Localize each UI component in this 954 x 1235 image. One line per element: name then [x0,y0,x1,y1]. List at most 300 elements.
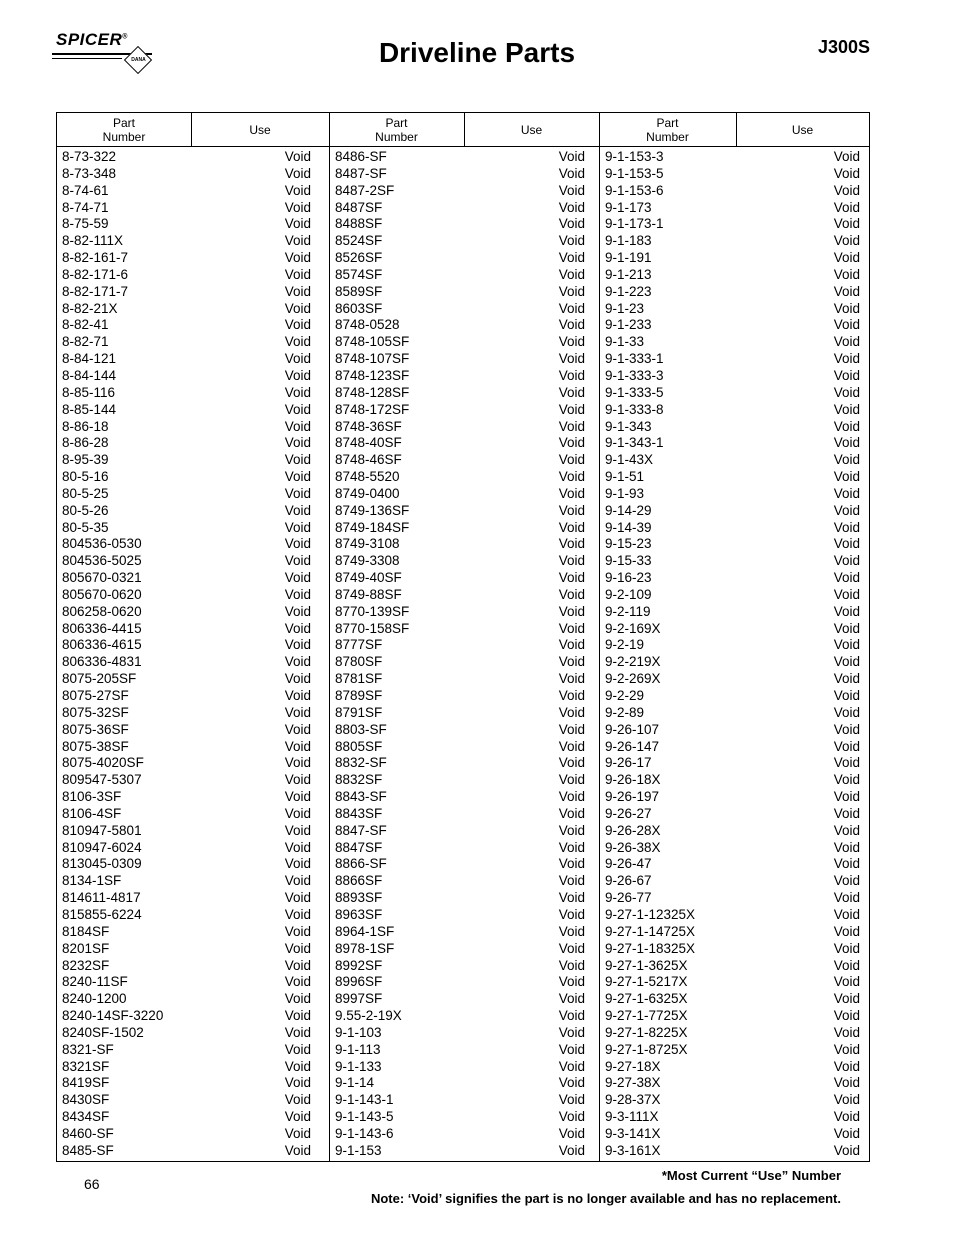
part-number-cell: 9-16-23 [605,570,652,586]
use-cell: Void [833,570,860,586]
table-row [330,1042,593,1059]
part-number-cell: 8748-107SF [335,351,410,367]
use-cell: Void [284,536,311,552]
use-cell: Void [558,637,585,653]
use-cell: Void [833,1142,860,1158]
use-cell: Void [558,923,585,939]
part-number-cell: 9-27-1-18325X [605,940,696,956]
part-number-cell: 8-82-41 [62,317,109,333]
use-cell: Void [284,553,311,569]
use-cell: Void [558,570,585,586]
use-cell: Void [833,873,860,889]
part-number-cell: 8748-36SF [335,418,402,434]
use-cell: Void [833,704,860,720]
part-number-cell: 9-27-18X [605,1058,661,1074]
table-row [57,1143,319,1160]
table-row [600,789,868,806]
part-number-cell: 9-2-19 [605,637,645,653]
part-number-cell: 8749-0400 [335,485,400,501]
table-row [330,941,593,958]
table-row [330,1092,593,1109]
table-row [330,233,593,250]
part-number-cell: 9-2-219X [605,654,661,670]
part-number-cell: 813045-0309 [62,856,142,872]
part-number-cell: 9-1-103 [335,1024,382,1040]
table-row [57,183,319,200]
part-number-cell: 8749-136SF [335,502,410,518]
use-cell: Void [284,1125,311,1141]
table-row [600,385,868,402]
part-number-cell: 9-3-141X [605,1125,661,1141]
part-number-cell: 9-26-38X [605,839,661,855]
use-cell: Void [284,654,311,670]
use-cell: Void [558,1125,585,1141]
part-number-cell: 8997SF [335,991,383,1007]
part-number-cell: 80-5-25 [62,485,109,501]
parts-column-2 [330,149,593,1160]
table-row [57,570,319,587]
table-row [57,452,319,469]
table-row [330,637,593,654]
table-row [600,1008,868,1025]
use-cell: Void [833,940,860,956]
part-number-cell: 8075-38SF [62,738,129,754]
part-number-cell: 9-1-333-1 [605,351,664,367]
part-number-cell: 9-3-111X [605,1109,659,1125]
use-cell: Void [833,250,860,266]
part-number-cell: 8843-SF [335,789,387,805]
table-row [57,1059,319,1076]
table-row [330,1143,593,1160]
use-cell: Void [284,688,311,703]
table-row [600,1075,868,1092]
part-number-cell: 9-2-29 [605,688,645,703]
part-number-cell: 8749-40SF [335,570,402,586]
use-cell: Void [284,637,311,653]
part-number-cell: 8574SF [335,266,383,282]
use-cell: Void [833,553,860,569]
part-number-cell: 8748-128SF [335,384,410,400]
part-number-cell: 8201SF [62,940,110,956]
table-row [600,570,868,587]
table-row [600,671,868,688]
table-row [57,419,319,436]
use-cell: Void [833,1075,860,1091]
table-row [330,671,593,688]
use-cell: Void [284,199,311,215]
part-number-cell: 8075-36SF [62,721,129,737]
table-row [330,890,593,907]
part-number-cell: 8240-1200 [62,991,127,1007]
table-row [57,823,319,840]
part-number-cell: 9-27-1-8225X [605,1024,688,1040]
part-number-cell: 8781SF [335,671,383,687]
part-number-cell: 9-26-197 [605,789,660,805]
part-number-cell: 9-1-51 [605,469,645,485]
part-number-cell: 9-15-23 [605,536,652,552]
table-row [57,1075,319,1092]
use-cell: Void [833,856,860,872]
part-number-cell: 9-1-153-6 [605,182,664,198]
part-number-cell: 9-26-107 [605,721,660,737]
part-number-cell: 9-1-143-1 [335,1092,394,1108]
table-row [600,890,868,907]
use-cell: Void [558,906,585,922]
use-cell: Void [558,1142,585,1158]
use-cell: Void [833,199,860,215]
part-number-cell: 8134-1SF [62,873,122,889]
part-number-cell: 9-1-93 [605,485,645,501]
table-row [57,1025,319,1042]
table-row [600,873,868,890]
part-number-cell: 8-73-322 [62,149,117,164]
use-cell: Void [833,182,860,198]
table-row [57,536,319,553]
part-number-cell: 8748-5520 [335,469,400,485]
table-row [600,974,868,991]
use-cell: Void [558,401,585,417]
table-row [330,486,593,503]
part-number-cell: 9-27-1-3625X [605,957,688,973]
part-number-cell: 9-27-1-7725X [605,1008,688,1024]
part-number-cell: 8-73-348 [62,165,117,181]
table-row [600,419,868,436]
part-number-cell: 9-1-343-1 [605,435,664,451]
table-row [330,1008,593,1025]
part-number-cell: 8803-SF [335,721,387,737]
use-cell: Void [833,418,860,434]
table-row [600,705,868,722]
table-row [57,974,319,991]
table-row [57,301,319,318]
part-number-cell: 8992SF [335,957,383,973]
table-row [57,856,319,873]
table-row [600,637,868,654]
table-row [330,1075,593,1092]
use-cell: Void [833,485,860,501]
use-cell: Void [284,1075,311,1091]
table-row [600,924,868,941]
table-row [57,671,319,688]
use-cell: Void [558,233,585,249]
table-row [330,419,593,436]
part-number-cell: 8832-SF [335,755,387,771]
use-cell: Void [833,351,860,367]
table-row [330,755,593,772]
use-cell: Void [833,890,860,906]
table-row [57,755,319,772]
table-row [57,250,319,267]
table-row [57,435,319,452]
part-number-cell: 810947-5801 [62,822,142,838]
use-cell: Void [558,469,585,485]
use-cell: Void [558,1058,585,1074]
table-row [57,739,319,756]
use-cell: Void [558,654,585,670]
part-number-cell: 9-26-18X [605,772,661,788]
part-number-cell: 805670-0321 [62,570,142,586]
use-cell: Void [284,418,311,434]
part-number-cell: 804536-0530 [62,536,142,552]
use-cell: Void [558,452,585,468]
part-number-cell: 8603SF [335,300,383,316]
part-number-cell: 9-2-119 [605,603,651,619]
part-number-cell: 8075-4020SF [62,755,144,771]
use-cell: Void [558,536,585,552]
part-number-cell: 9-1-143-6 [335,1125,394,1141]
void-note: Note: ‘Void’ signifies the part is no longer available and has no replacement. [370,1191,841,1206]
table-row [600,772,868,789]
table-row [57,503,319,520]
use-cell: Void [558,216,585,232]
part-number-cell: 8-82-171-7 [62,283,129,299]
table-row [600,1025,868,1042]
part-number-cell: 8-95-39 [62,452,109,468]
table-row [57,368,319,385]
table-row [600,587,868,604]
use-cell: Void [558,283,585,299]
parts-table [56,112,870,1162]
use-cell: Void [284,890,311,906]
use-cell: Void [833,149,860,164]
table-row [600,166,868,183]
part-number-cell: 8748-40SF [335,435,402,451]
table-row [330,621,593,638]
table-row [600,267,868,284]
header-divider [464,113,465,147]
use-cell: Void [284,957,311,973]
use-cell: Void [284,570,311,586]
part-number-cell: 9-26-27 [605,805,652,821]
use-cell: Void [558,182,585,198]
part-number-cell: 8485-SF [62,1142,114,1158]
use-cell: Void [558,553,585,569]
table-row [330,402,593,419]
table-row [57,216,319,233]
use-cell: Void [284,671,311,687]
use-cell: Void [558,300,585,316]
use-cell: Void [284,149,311,164]
table-row [330,216,593,233]
use-cell: Void [284,435,311,451]
table-row [330,368,593,385]
table-row [600,907,868,924]
use-cell: Void [284,384,311,400]
part-number-cell: 8526SF [335,250,383,266]
table-row [330,570,593,587]
part-number-cell: 8321-SF [62,1041,114,1057]
part-number-cell: 8240SF-1502 [62,1024,144,1040]
use-cell: Void [833,603,860,619]
page-number: 66 [84,1176,100,1192]
table-row [600,806,868,823]
table-row [330,385,593,402]
part-number-cell: 8232SF [62,957,110,973]
use-cell: Void [284,873,311,889]
use-cell: Void [833,654,860,670]
table-row [600,553,868,570]
part-number-cell: 8847-SF [335,822,387,838]
use-cell: Void [284,721,311,737]
table-row [600,1042,868,1059]
table-row [600,1059,868,1076]
part-number-cell: 9-1-113 [335,1041,381,1057]
use-cell: Void [558,334,585,350]
table-row [330,1025,593,1042]
use-cell: Void [833,637,860,653]
use-cell: Void [558,502,585,518]
use-cell: Void [284,367,311,383]
part-number-cell: 9-14-29 [605,502,652,518]
use-cell: Void [284,856,311,872]
use-cell: Void [558,620,585,636]
use-cell: Void [284,1008,311,1024]
table-row [600,604,868,621]
part-number-cell: 9-1-143-5 [335,1109,394,1125]
part-number-header: Part Number [329,113,464,147]
use-cell: Void [558,485,585,501]
part-number-cell: 8-74-71 [62,199,109,215]
part-number-cell: 9-26-147 [605,738,660,754]
part-number-cell: 8847SF [335,839,383,855]
table-row [330,166,593,183]
table-row [57,637,319,654]
use-cell: Void [833,805,860,821]
part-number-cell: 9-1-333-3 [605,367,664,383]
table-row [600,755,868,772]
use-cell: Void [833,772,860,788]
part-number-cell: 8106-4SF [62,805,122,821]
use-cell: Void [558,250,585,266]
use-cell: Void [833,519,860,535]
part-number-cell: 8963SF [335,906,383,922]
header-divider [736,113,737,147]
table-row [330,789,593,806]
part-number-cell: 9-1-343 [605,418,652,434]
part-number-cell: 9-1-183 [605,233,652,249]
part-number-header: Part Number [57,113,191,147]
part-number-cell: 8-85-116 [62,384,116,400]
part-number-cell: 9-26-28X [605,822,661,838]
table-row [600,233,868,250]
use-cell: Void [284,165,311,181]
use-cell: Void [284,974,311,990]
use-cell: Void [833,1125,860,1141]
use-cell: Void [833,991,860,1007]
part-number-cell: 9-1-233 [605,317,652,333]
use-cell: Void [284,789,311,805]
part-number-cell: 8075-32SF [62,704,129,720]
table-row [600,351,868,368]
use-cell: Void [558,603,585,619]
table-row [330,722,593,739]
table-row [57,806,319,823]
part-number-cell: 9-1-213 [605,266,652,282]
use-cell: Void [833,233,860,249]
table-row [330,924,593,941]
table-row [330,183,593,200]
use-cell: Void [284,502,311,518]
part-number-cell: 8524SF [335,233,383,249]
use-cell: Void [558,805,585,821]
part-number-cell: 804536-5025 [62,553,142,569]
use-cell: Void [284,1109,311,1125]
table-row [330,1109,593,1126]
part-number-cell: 8749-184SF [335,519,410,535]
part-number-cell: 8487SF [335,199,383,215]
use-cell: Void [284,772,311,788]
part-number-cell: 8748-46SF [335,452,402,468]
table-row [330,856,593,873]
part-number-cell: 8748-0528 [335,317,400,333]
part-number-cell: 9-27-1-5217X [605,974,688,990]
table-row [57,587,319,604]
table-row [57,1042,319,1059]
part-number-cell: 8-86-18 [62,418,109,434]
dana-logo-text: DANA [131,57,146,63]
use-cell: Void [284,519,311,535]
use-cell: Void [558,317,585,333]
table-row [330,284,593,301]
table-row [600,840,868,857]
use-cell: Void [558,991,585,1007]
part-number-cell: 8487-SF [335,165,387,181]
model-code: J300S [817,37,870,57]
table-row [600,250,868,267]
use-cell: Void [833,283,860,299]
part-number-cell: 8321SF [62,1058,110,1074]
use-cell: Void [284,805,311,821]
part-number-cell: 8866-SF [335,856,387,872]
table-row [57,1109,319,1126]
table-row [330,1126,593,1143]
use-cell: Void [833,688,860,703]
part-number-cell: 9-26-47 [605,856,652,872]
use-cell: Void [558,165,585,181]
table-row [57,267,319,284]
use-cell: Void [284,603,311,619]
use-cell: Void [558,384,585,400]
table-row [330,351,593,368]
table-row [600,486,868,503]
table-row [57,1092,319,1109]
part-number-cell: 9-28-37X [605,1092,661,1108]
use-cell: Void [558,435,585,451]
part-number-cell: 8893SF [335,890,383,906]
use-cell: Void [558,890,585,906]
use-cell: Void [284,317,311,333]
part-number-cell: 8749-3108 [335,536,400,552]
use-cell: Void [558,755,585,771]
part-number-cell: 9-1-33 [605,334,645,350]
use-cell: Void [284,233,311,249]
table-row [330,991,593,1008]
part-number-cell: 9-27-1-8725X [605,1041,688,1057]
table-row [330,435,593,452]
table-row [57,772,319,789]
use-cell: Void [558,1109,585,1125]
table-row [57,705,319,722]
parts-column-1 [57,149,319,1160]
part-number-cell: 806336-4831 [62,654,142,670]
use-cell: Void [833,1058,860,1074]
use-cell: Void [558,873,585,889]
part-number-cell: 8-84-121 [62,351,117,367]
use-cell: Void [833,839,860,855]
use-cell: Void [284,266,311,282]
use-cell: Void [558,839,585,855]
part-number-cell: 9-2-89 [605,704,645,720]
